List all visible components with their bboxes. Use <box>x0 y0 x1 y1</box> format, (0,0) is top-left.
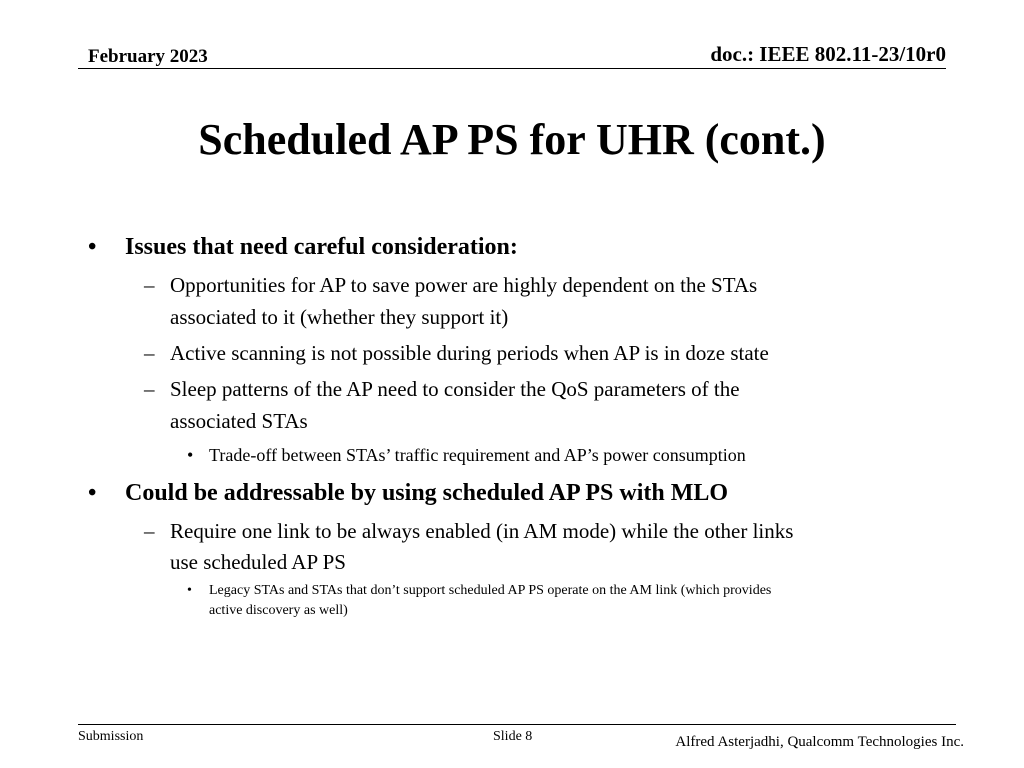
header-doc-id: doc.: IEEE 802.11-23/10r0 <box>710 42 946 66</box>
sub-bullet-sleep-patterns: Sleep patterns of the AP need to consider the QoS parameters of the <box>170 377 740 401</box>
footer-author: Alfred Asterjadhi, Qualcomm Technologies Inc. <box>675 734 964 750</box>
footer-slide-number: Slide 8 <box>493 729 533 744</box>
sub-bullet-opportunities-cont: associated to it (whether they support it) <box>170 305 509 329</box>
dash-marker: – <box>144 377 155 401</box>
sub-sub-bullet-legacy-cont: active discovery as well) <box>209 603 348 618</box>
dash-marker: – <box>144 273 155 297</box>
sub-sub-bullet-tradeoff: Trade-off between STAs’ traffic requirement and AP’s power consumption <box>209 445 746 465</box>
bullet-marker: • <box>88 480 97 506</box>
dash-marker: – <box>144 519 155 543</box>
footer-divider <box>78 724 956 725</box>
bullet-marker: • <box>88 234 97 260</box>
sub-bullet-require-link-cont: use scheduled AP PS <box>170 550 346 574</box>
sub-bullet-active-scanning: Active scanning is not possible during periods when AP is in doze state <box>170 341 769 365</box>
sub-sub-bullet-marker: • <box>187 445 194 465</box>
header-date: February 2023 <box>88 46 208 67</box>
header-divider <box>78 68 946 69</box>
sub-bullet-opportunities: Opportunities for AP to save power are highly dependent on the STAs <box>170 273 758 297</box>
sub-sub-bullet-marker: • <box>187 583 192 598</box>
footer-submission: Submission <box>78 729 144 744</box>
slide-title: Scheduled AP PS for UHR (cont.) <box>198 115 826 164</box>
sub-bullet-sleep-patterns-cont: associated STAs <box>170 409 308 433</box>
bullet-issues: Issues that need careful consideration: <box>125 234 518 260</box>
dash-marker: – <box>144 341 155 365</box>
sub-bullet-require-link: Require one link to be always enabled (in AM mode) while the other links <box>170 519 794 543</box>
bullet-addressable: Could be addressable by using scheduled AP PS with MLO <box>125 480 729 506</box>
sub-sub-bullet-legacy: Legacy STAs and STAs that don’t support scheduled AP PS operate on the AM link (which provides <box>209 583 772 598</box>
